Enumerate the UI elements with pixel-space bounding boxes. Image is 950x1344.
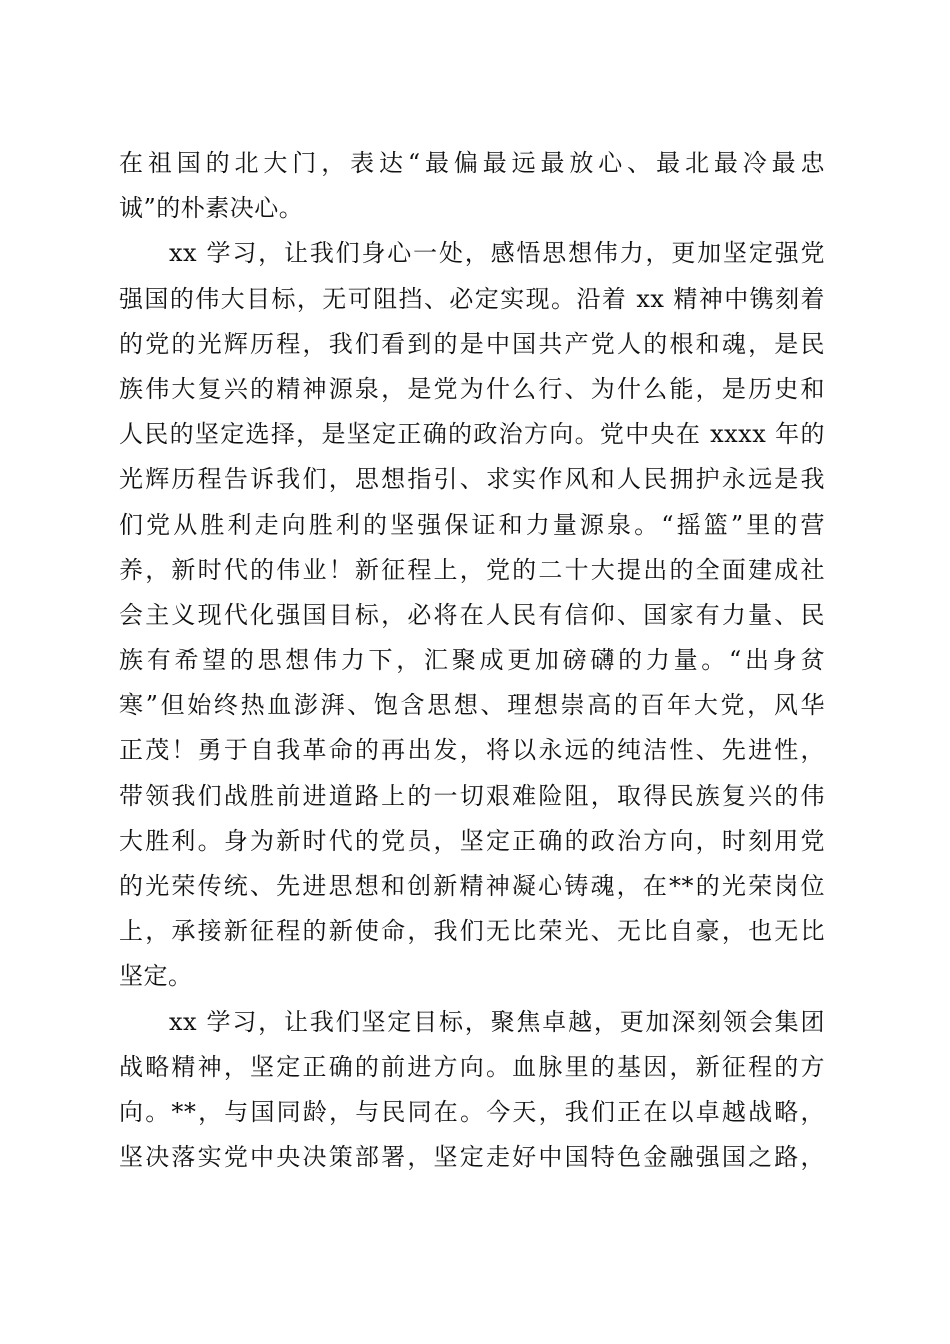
text-line: 上，承接新征程的新使命，我们无比荣光、无比自豪，也无比: [119, 917, 825, 946]
text-line: 们党从胜利走向胜利的坚强保证和力量源泉。“摇篮”里的营: [119, 510, 825, 539]
text-line: 诚”的朴素决心。: [119, 194, 304, 223]
text-line: 坚决落实党中央决策部署，坚定走好中国特色金融强国之路，: [119, 1143, 825, 1172]
text-line: 人民的坚定选择，是坚定正确的政治方向。党中央在 xxxx 年的: [119, 420, 825, 449]
text-line: 会主义现代化强国目标，必将在人民有信仰、国家有力量、民: [119, 600, 825, 629]
text-line: 战略精神，坚定正确的前进方向。血脉里的基因，新征程的方: [119, 1052, 825, 1081]
text-line: 养，新时代的伟业！新征程上，党的二十大提出的全面建成社: [119, 555, 825, 584]
text-line: 在祖国的北大门，表达“最偏最远最放心、最北最冷最忠: [119, 149, 825, 177]
text-line: 强国的伟大目标，无可阻挡、必定实现。沿着 xx 精神中镌刻着: [119, 284, 825, 313]
text-line: 的光荣传统、先进思想和创新精神凝心铸魂，在**的光荣岗位: [119, 872, 825, 900]
text-line: 族伟大复兴的精神源泉，是党为什么行、为什么能，是历史和: [119, 374, 825, 403]
text-line: 的党的光辉历程，我们看到的是中国共产党人的根和魂，是民: [119, 329, 825, 358]
text-line: 大胜利。身为新时代的党员，坚定正确的政治方向，时刻用党: [119, 826, 825, 855]
text-line: 带领我们战胜前进道路上的一切艰难险阻，取得民族复兴的伟: [119, 781, 825, 810]
text-line: 向。**，与国同龄，与民同在。今天，我们正在以卓越战略，: [119, 1097, 825, 1126]
text-line: 寒”但始终热血澎湃、饱含思想、理想崇高的百年大党，风华: [119, 691, 825, 720]
paragraph: [119, 1000, 825, 1181]
text-line: xx 学习，让我们身心一处，感悟思想伟力，更加坚定强党: [169, 239, 825, 268]
paragraph: [119, 231, 825, 999]
document-body: [119, 141, 825, 1180]
text-line: 族有希望的思想伟力下，汇聚成更加磅礴的力量。“出身贫: [119, 646, 825, 675]
text-line: 正茂！勇于自我革命的再出发，将以永远的纯洁性、先进性，: [119, 736, 825, 765]
text-line: xx 学习，让我们坚定目标，聚焦卓越，更加深刻领会集团: [169, 1007, 825, 1036]
text-line: 坚定。: [119, 962, 193, 991]
text-line: 光辉历程告诉我们，思想指引、求实作风和人民拥护永远是我: [119, 465, 825, 494]
paragraph: [119, 141, 825, 231]
